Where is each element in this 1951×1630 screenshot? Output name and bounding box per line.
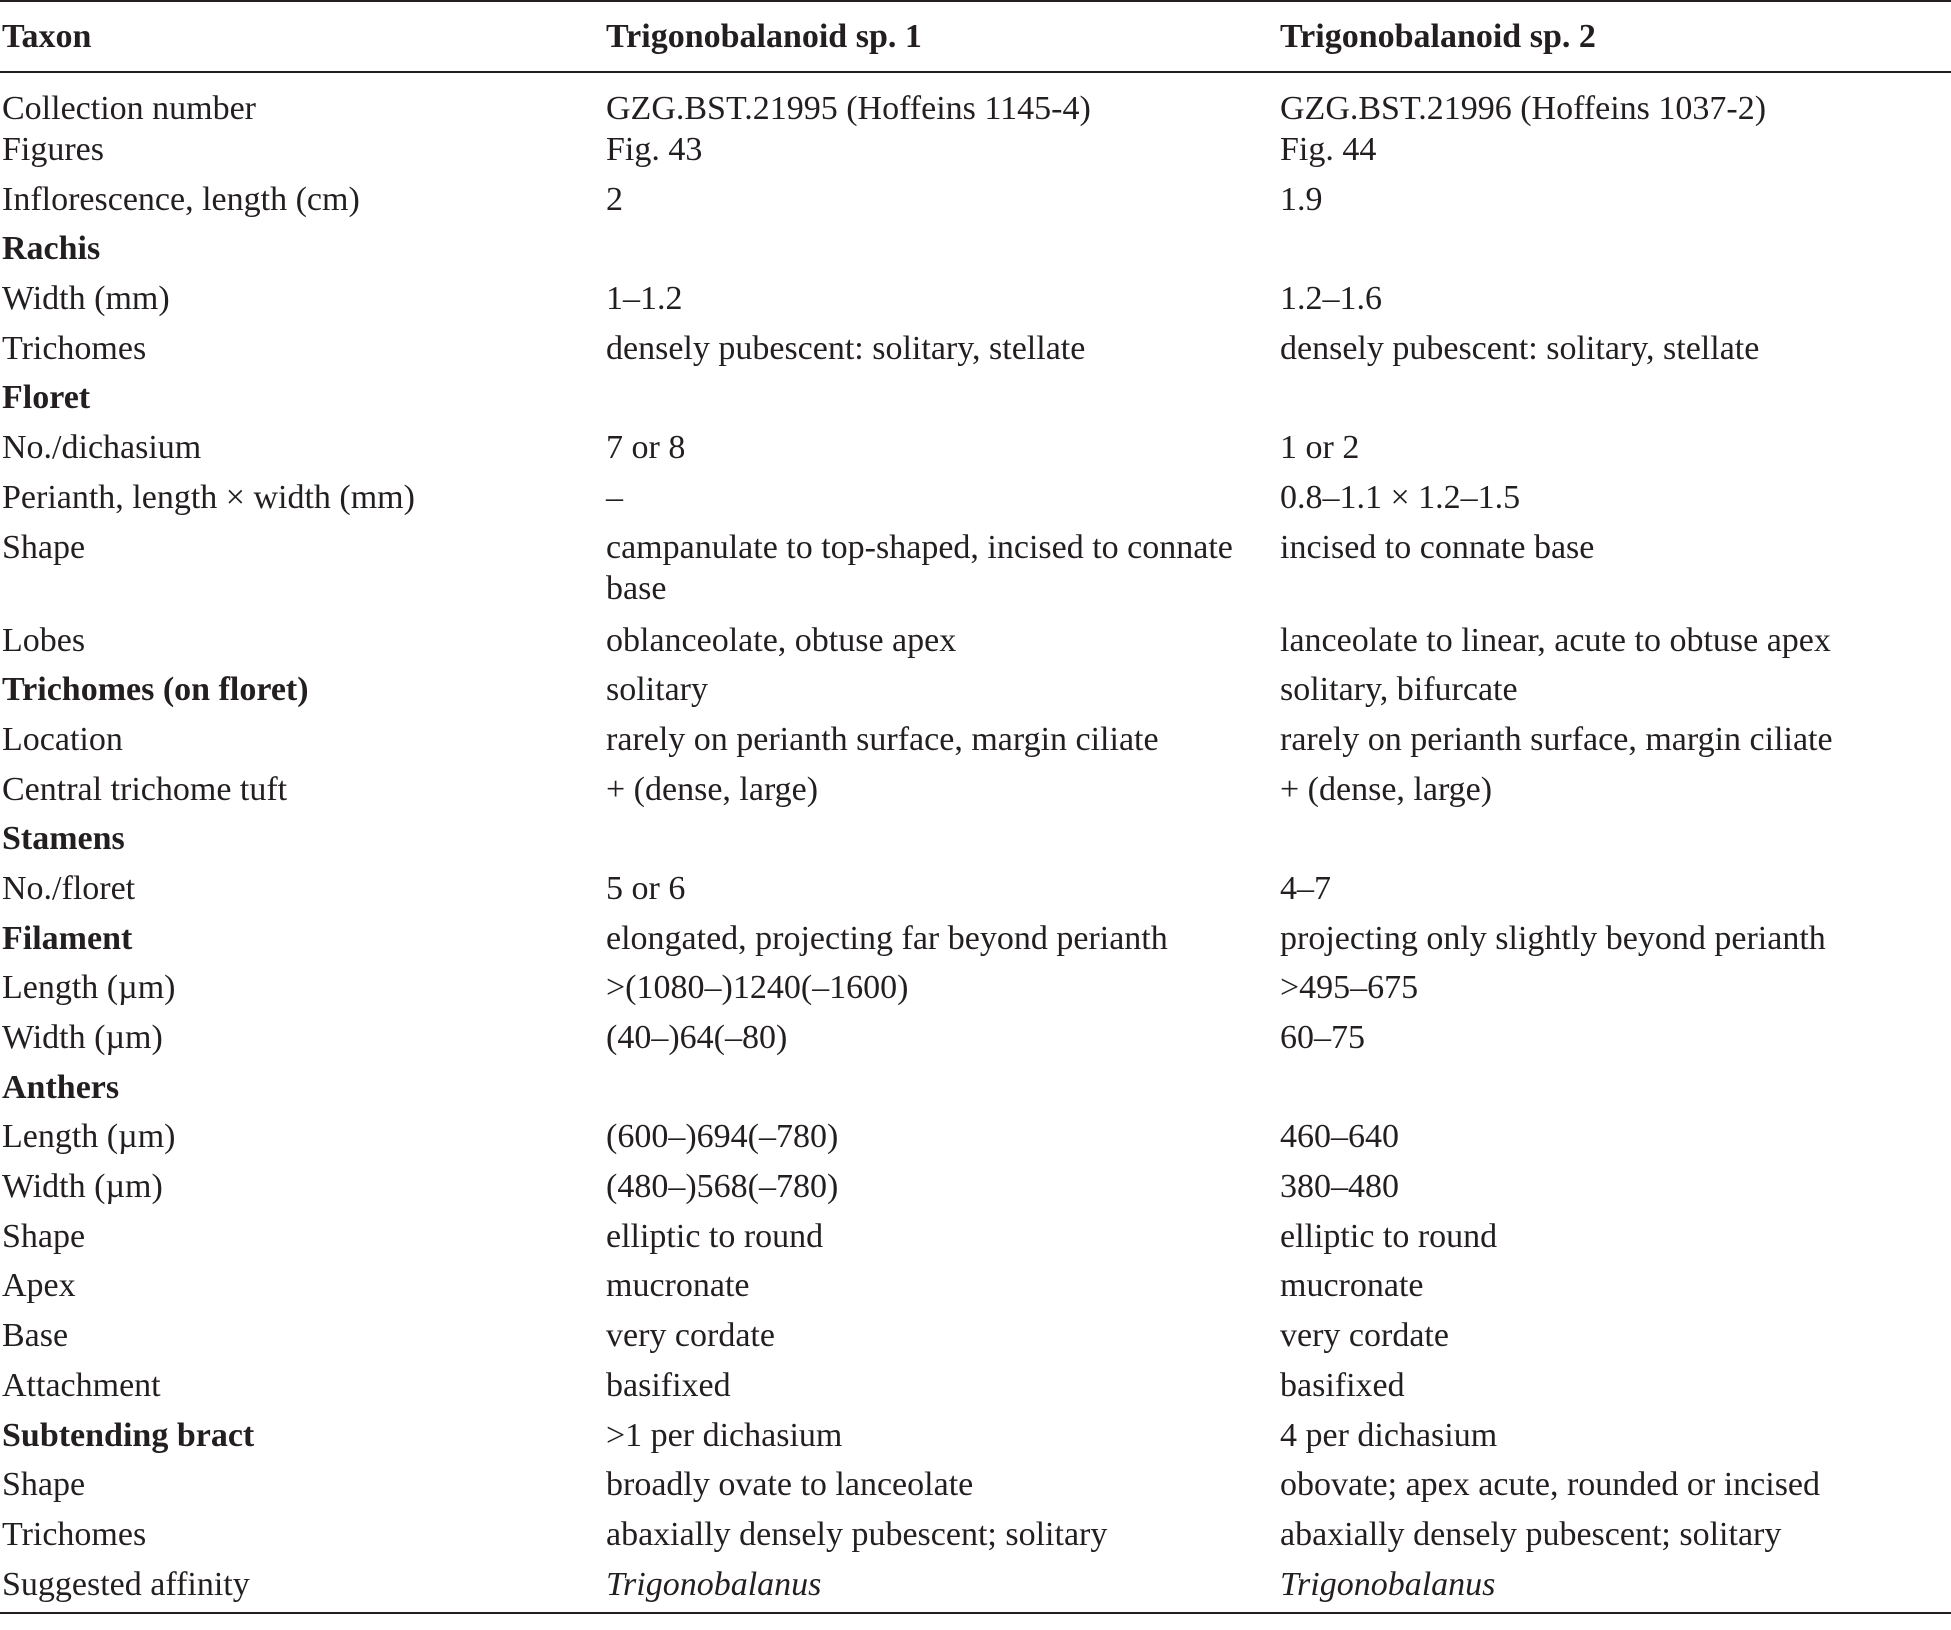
cell-sp1: Fig. 43 [606, 131, 703, 168]
row-label: Length (µm) [2, 969, 176, 1007]
cell-sp1: 7 or 8 [606, 429, 686, 467]
row-label: Width (mm) [2, 280, 170, 318]
row-label: Width (µm) [2, 1168, 163, 1206]
table-row [0, 72, 1951, 129]
cell-sp1: solitary [606, 671, 708, 709]
cell-sp1: (480–)568(–780) [606, 1168, 839, 1206]
cell-sp1: >1 per dichasium [606, 1416, 843, 1454]
row-label: No./floret [2, 869, 136, 907]
cell-sp2: solitary, bifurcate [1280, 671, 1518, 709]
table-row [0, 328, 1951, 378]
row-label: Location [2, 720, 123, 758]
row-label: Anthers [2, 1068, 120, 1106]
cell-sp2: elliptic to round [1280, 1217, 1498, 1255]
cell-sp2 [1278, 1067, 1951, 1117]
cell-sp1 [604, 1067, 1278, 1117]
row-label: Width (µm) [2, 1019, 163, 1056]
row-label: Shape [2, 1217, 86, 1255]
cell-sp1 [604, 818, 1278, 868]
row-label: Shape [2, 1466, 86, 1504]
row-label: Trichomes [2, 329, 147, 367]
cell-sp1: – [606, 478, 623, 516]
cell-sp2: 1 or 2 [1280, 429, 1360, 467]
cell-sp1: elliptic to round [606, 1217, 824, 1255]
cell-sp2 [1278, 377, 1951, 427]
header-taxon: Taxon [0, 1, 604, 72]
cell-sp2: projecting only slightly beyond perianth [1280, 919, 1826, 957]
cell-sp1: very cordate [606, 1317, 775, 1355]
table-row [0, 179, 1951, 229]
cell-sp1: abaxially densely pubescent; solitary [606, 1515, 1108, 1553]
row-label: Rachis [2, 230, 101, 268]
table-row [0, 1514, 1951, 1564]
table-body [0, 72, 1951, 1613]
cell-sp2: lanceolate to linear, acute to obtuse apex [1280, 621, 1831, 659]
cell-sp2: basifixed [1280, 1366, 1405, 1404]
cell-sp1: + (dense, large) [606, 770, 819, 808]
cell-sp2: 460–640 [1280, 1118, 1399, 1156]
cell-sp2: Trigonobalanus [1278, 1564, 1951, 1614]
cell-sp2: obovate; apex acute, rounded or incised [1280, 1466, 1821, 1504]
row-label: Filament [2, 919, 133, 957]
cell-sp1: oblanceolate, obtuse apex [606, 621, 957, 659]
cell-sp1: 5 or 6 [606, 869, 686, 907]
cell-sp2: GZG.BST.21996 (Hoffeins 1037-2) [1280, 90, 1767, 127]
cell-sp2: + (dense, large) [1280, 770, 1493, 808]
row-label: Lobes [2, 621, 86, 659]
cell-sp1: elongated, projecting far beyond perianth [606, 919, 1168, 957]
cell-sp2: Fig. 44 [1280, 131, 1377, 168]
row-label: Perianth, length × width (mm) [2, 478, 415, 516]
table-row [0, 377, 1951, 427]
row-label: Apex [2, 1267, 76, 1305]
row-label: Subtending bract [2, 1416, 255, 1454]
cell-sp2: incised to connate base [1280, 528, 1595, 566]
table-row [0, 1067, 1951, 1117]
table-row [0, 1464, 1951, 1514]
cell-sp2 [1278, 818, 1951, 868]
cell-sp2: abaxially densely pubescent; solitary [1280, 1515, 1782, 1553]
row-label: Base [2, 1317, 69, 1355]
table-row [0, 1265, 1951, 1315]
row-label: Central trichome tuft [2, 770, 288, 808]
cell-sp2 [1278, 228, 1951, 278]
table-row [0, 278, 1951, 328]
cell-sp2: 60–75 [1280, 1019, 1365, 1056]
cell-sp2: very cordate [1280, 1317, 1449, 1355]
table-row [0, 1166, 1951, 1216]
table-row [0, 527, 1951, 620]
cell-sp2: densely pubescent: solitary, stellate [1280, 329, 1760, 367]
cell-sp2: >495–675 [1280, 969, 1419, 1007]
table-row [0, 719, 1951, 769]
table-row [0, 1415, 1951, 1465]
cell-sp1: campanulate to top-shaped, incised to connate base [606, 528, 1233, 607]
table-row [0, 1017, 1951, 1067]
row-label: Inflorescence, length (cm) [2, 180, 360, 218]
table-row [0, 769, 1951, 819]
table-row [0, 620, 1951, 670]
table-row [0, 818, 1951, 868]
header-row [0, 1, 1951, 72]
row-label: Suggested affinity [0, 1564, 604, 1614]
cell-sp1: mucronate [606, 1267, 750, 1305]
cell-sp1: 2 [606, 180, 623, 218]
row-label: Collection number [2, 90, 257, 127]
cell-sp1 [604, 377, 1278, 427]
table-row [0, 669, 1951, 719]
cell-sp1: Trigonobalanus [604, 1564, 1278, 1614]
cell-sp2: 4–7 [1280, 869, 1331, 907]
row-label: Trichomes [2, 1515, 147, 1553]
table-row [0, 1216, 1951, 1266]
cell-sp2: mucronate [1280, 1267, 1424, 1305]
table-row [0, 1116, 1951, 1166]
cell-sp2: 0.8–1.1 × 1.2–1.5 [1280, 478, 1521, 516]
table-row [0, 868, 1951, 918]
row-label: Figures [2, 131, 104, 168]
row-label: Stamens [2, 820, 125, 858]
table-header [0, 1, 1951, 72]
cell-sp1: >(1080–)1240(–1600) [606, 969, 909, 1007]
cell-sp1: (40–)64(–80) [606, 1019, 788, 1056]
row-label: Length (µm) [2, 1118, 176, 1156]
table-row [0, 918, 1951, 968]
cell-sp1: 1–1.2 [606, 280, 683, 318]
cell-sp1: basifixed [606, 1366, 731, 1404]
cell-sp1: broadly ovate to lanceolate [606, 1466, 974, 1504]
header-sp1: Trigonobalanoid sp. 1 [604, 1, 1278, 72]
table-row [0, 477, 1951, 527]
cell-sp2: rarely on perianth surface, margin ciliate [1280, 720, 1833, 758]
table-row [0, 967, 1951, 1017]
table-row [0, 228, 1951, 278]
table-row [0, 1564, 1951, 1614]
row-label: No./dichasium [2, 429, 202, 467]
row-label: Shape [2, 528, 86, 566]
cell-sp2: 380–480 [1280, 1168, 1399, 1206]
cell-sp1: GZG.BST.21995 (Hoffeins 1145-4) [606, 90, 1091, 127]
cell-sp1: (600–)694(–780) [606, 1118, 839, 1156]
cell-sp2: 1.9 [1280, 180, 1323, 218]
cell-sp1 [604, 228, 1278, 278]
table-row [0, 1365, 1951, 1415]
row-label: Floret [2, 379, 91, 417]
table-row [0, 1315, 1951, 1365]
cell-sp2: 1.2–1.6 [1280, 280, 1382, 318]
header-sp2: Trigonobalanoid sp. 2 [1278, 1, 1951, 72]
table-row [0, 129, 1951, 179]
cell-sp1: densely pubescent: solitary, stellate [606, 329, 1086, 367]
row-label: Trichomes (on floret) [2, 671, 309, 709]
table-row [0, 427, 1951, 477]
cell-sp1: rarely on perianth surface, margin ciliate [606, 720, 1159, 758]
row-label: Attachment [2, 1366, 161, 1404]
cell-sp2: 4 per dichasium [1280, 1416, 1498, 1454]
